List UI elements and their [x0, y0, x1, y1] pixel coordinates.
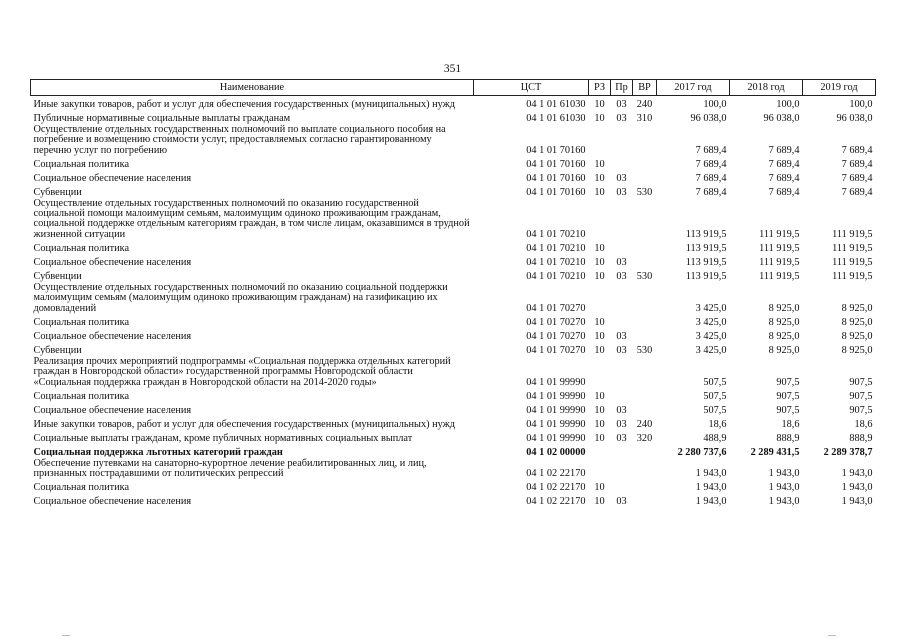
row-vr: 530: [636, 344, 653, 356]
row-2018: 907,5: [776, 404, 800, 416]
row-2018: 8 925,0: [768, 316, 800, 328]
row-cst: 04 1 01 70270: [526, 302, 586, 314]
row-2017: 3 425,0: [695, 330, 727, 342]
row-2019: 18,6: [854, 418, 873, 430]
row-pr: [611, 479, 633, 493]
table-row: [31, 416, 876, 430]
row-2018: 2 289 431,5: [750, 446, 800, 458]
row-name: Иные закупки товаров, работ и услуг для обеспечения государственных (муниципальных) нужд: [33, 98, 456, 110]
row-pr: 03: [616, 418, 627, 430]
row-name: Социальная политика: [33, 390, 130, 402]
header-cst: ЦСТ: [474, 80, 589, 96]
row-name: Субвенции: [33, 186, 82, 198]
row-rz: 10: [594, 186, 605, 198]
row-2019: 907,5: [849, 390, 873, 402]
row-2018: 8 925,0: [768, 330, 800, 342]
row-2019: 907,5: [849, 404, 873, 416]
row-cst: 04 1 01 99990: [526, 418, 586, 430]
scan-mark: [828, 635, 836, 636]
table-row: [31, 444, 876, 458]
table-row: [31, 240, 876, 254]
row-rz: [589, 282, 611, 314]
row-rz: 10: [594, 344, 605, 356]
row-vr: 240: [636, 418, 653, 430]
table-row: [31, 314, 876, 328]
row-2018: 100,0: [776, 98, 800, 110]
table-row: [31, 254, 876, 268]
row-2017: 488,9: [703, 432, 727, 444]
row-rz: [589, 444, 611, 458]
table-row: [31, 430, 876, 444]
row-name: Обеспечение путевками на санаторно-курортное лечение реабилитированных лиц, и лиц, признанных пострадавшими от политических репрессий: [33, 457, 427, 480]
row-2018: 18,6: [781, 418, 800, 430]
row-name: Публичные нормативные социальные выплаты гражданам: [33, 112, 291, 124]
row-2019: 7 689,4: [841, 172, 873, 184]
row-rz: 10: [594, 256, 605, 268]
table-row: [31, 402, 876, 416]
row-2019: 1 943,0: [841, 496, 873, 508]
row-2018: 96 038,0: [763, 112, 800, 124]
row-2017: 113 919,5: [685, 242, 727, 254]
row-2019: 111 919,5: [832, 270, 873, 282]
row-2019: 8 925,0: [841, 330, 873, 342]
row-2019: 8 925,0: [841, 316, 873, 328]
row-2019: 8 925,0: [841, 344, 873, 356]
row-2017: 507,5: [703, 376, 727, 388]
row-pr: 03: [616, 344, 627, 356]
row-2018: 1 943,0: [768, 468, 800, 480]
row-vr: [633, 444, 657, 458]
row-cst: 04 1 01 99990: [526, 404, 586, 416]
row-name: Социальное обеспечение населения: [33, 330, 192, 342]
row-name: Социальная политика: [33, 482, 130, 494]
row-rz: [589, 458, 611, 480]
row-name: Осуществление отдельных государственных полномочий по выплате социального пособия на погребение и возмещению стоимости услуг, предоставляемых согласно гарантированному перечню услуг по погребению: [33, 124, 446, 156]
row-2019: 907,5: [849, 376, 873, 388]
row-name: Реализация прочих мероприятий подпрограммы «Социальная поддержка отдельных категорий граждан в Новгородской области» государственной программы Новгородской области «Социальная поддержка граждан в Новгородской области на 2014-2020 годы»: [33, 355, 451, 388]
row-2019: 100,0: [849, 98, 873, 110]
row-2018: 111 919,5: [759, 256, 800, 268]
row-2017: 7 689,4: [695, 158, 727, 170]
row-pr: [611, 240, 633, 254]
row-pr: [611, 388, 633, 402]
row-rz: [589, 124, 611, 156]
table-row: [31, 170, 876, 184]
row-rz: 10: [594, 482, 605, 494]
header-vr: ВР: [633, 80, 657, 96]
row-vr: 320: [636, 432, 653, 444]
row-cst: 04 1 01 70270: [526, 344, 586, 356]
table-row: [31, 479, 876, 493]
table-row: [31, 388, 876, 402]
row-2017: 3 425,0: [695, 302, 727, 314]
table-row: [31, 96, 876, 111]
row-2019: 111 919,5: [832, 256, 873, 268]
header-2017: 2017 год: [657, 80, 730, 96]
header-name: Наименование: [31, 80, 474, 96]
table-row: [31, 110, 876, 124]
row-name: Социальное обеспечение населения: [33, 404, 192, 416]
row-2017: 100,0: [703, 98, 727, 110]
row-name: Субвенции: [33, 270, 82, 282]
row-rz: 10: [594, 158, 605, 170]
row-rz: 10: [594, 496, 605, 508]
header-2019: 2019 год: [803, 80, 876, 96]
row-name: Социальное обеспечение населения: [33, 256, 192, 268]
row-vr: [633, 240, 657, 254]
row-cst: 04 1 01 70270: [526, 316, 586, 328]
table-row: [31, 184, 876, 198]
row-vr: [633, 156, 657, 170]
row-2017: 113 919,5: [685, 270, 727, 282]
row-vr: 530: [636, 186, 653, 198]
row-pr: 03: [616, 186, 627, 198]
row-2018: 907,5: [776, 390, 800, 402]
row-vr: [633, 328, 657, 342]
row-cst: 04 1 01 70210: [526, 242, 586, 254]
header-pr: Пр: [611, 80, 633, 96]
row-name: Осуществление отдельных государственных полномочий по оказанию социальной поддержки малоимущим семьям (малоимущим одиноко проживающим гражданам) на газификацию их домовладений: [33, 282, 448, 314]
row-2018: 888,9: [776, 432, 800, 444]
row-2019: 7 689,4: [841, 158, 873, 170]
row-pr: 03: [616, 330, 627, 342]
row-rz: 10: [594, 316, 605, 328]
row-2018: 1 943,0: [768, 496, 800, 508]
row-cst: 04 1 02 22170: [526, 496, 586, 508]
table-row: [31, 156, 876, 170]
row-2019: 96 038,0: [836, 112, 873, 124]
row-name: Осуществление отдельных государственных полномочий по оказанию государственной социальной помощи малоимущим семьям, малоимущим одиноко проживающим гражданам, социальной поддержке отдельным категориям граждан, в том числе лицам, оказавшимся в трудной жизненной ситуации: [33, 197, 470, 240]
row-2017: 507,5: [703, 404, 727, 416]
row-2017: 113 919,5: [685, 256, 727, 268]
table-body: [31, 96, 876, 508]
row-vr: [633, 402, 657, 416]
row-rz: 10: [594, 432, 605, 444]
row-name: Иные закупки товаров, работ и услуг для обеспечения государственных (муниципальных) нужд: [33, 418, 456, 430]
row-pr: [611, 314, 633, 328]
row-2018: 111 919,5: [759, 242, 800, 254]
row-cst: 04 1 01 61030: [526, 98, 586, 110]
row-vr: [633, 479, 657, 493]
row-cst: 04 1 01 70160: [526, 186, 586, 198]
row-cst: 04 1 01 70160: [526, 144, 586, 156]
row-pr: 03: [616, 404, 627, 416]
row-rz: 10: [594, 112, 605, 124]
row-cst: 04 1 01 99990: [526, 432, 586, 444]
table-row: [31, 458, 876, 480]
row-2017: 7 689,4: [695, 186, 727, 198]
row-2017: 1 943,0: [695, 468, 727, 480]
row-pr: [611, 156, 633, 170]
row-2017: 2 280 737,6: [677, 446, 727, 458]
row-cst: 04 1 01 70210: [526, 256, 586, 268]
row-2017: 1 943,0: [695, 496, 727, 508]
row-2019: 1 943,0: [841, 482, 873, 494]
row-cst: 04 1 02 22170: [526, 468, 586, 480]
row-2017: 507,5: [703, 390, 727, 402]
row-rz: 10: [594, 330, 605, 342]
row-cst: 04 1 01 70270: [526, 330, 586, 342]
row-2017: 1 943,0: [695, 482, 727, 494]
row-cst: 04 1 01 61030: [526, 112, 586, 124]
row-pr: [611, 124, 633, 156]
row-name: Социальная политика: [33, 242, 130, 254]
row-2017: 113 919,5: [685, 228, 727, 240]
row-2019: 2 289 378,7: [823, 446, 873, 458]
table-row: [31, 282, 876, 314]
row-2018: 7 689,4: [768, 144, 800, 156]
row-pr: 03: [616, 432, 627, 444]
row-vr: 530: [636, 270, 653, 282]
row-cst: 04 1 02 22170: [526, 482, 586, 494]
row-2019: 1 943,0: [841, 468, 873, 480]
row-pr: [611, 458, 633, 480]
row-name: Социальная политика: [33, 316, 130, 328]
row-rz: 10: [594, 242, 605, 254]
row-2019: 7 689,4: [841, 144, 873, 156]
table-row: [31, 356, 876, 388]
row-pr: 03: [616, 172, 627, 184]
row-vr: [633, 198, 657, 240]
row-cst: 04 1 01 99990: [526, 390, 586, 402]
row-rz: 10: [594, 172, 605, 184]
row-pr: 03: [616, 270, 627, 282]
row-2019: 111 919,5: [832, 242, 873, 254]
row-name: Субвенции: [33, 344, 82, 356]
row-vr: 310: [636, 112, 653, 124]
row-name: Социальные выплаты гражданам, кроме публичных нормативных социальных выплат: [33, 432, 413, 444]
row-vr: [633, 458, 657, 480]
row-vr: [633, 493, 657, 507]
row-2017: 18,6: [708, 418, 727, 430]
row-vr: [633, 314, 657, 328]
row-pr: [611, 356, 633, 388]
header-2018: 2018 год: [730, 80, 803, 96]
row-pr: 03: [616, 256, 627, 268]
table-header-row: [31, 80, 876, 96]
row-pr: 03: [616, 496, 627, 508]
row-2018: 111 919,5: [759, 228, 800, 240]
row-2017: 3 425,0: [695, 316, 727, 328]
row-2019: 111 919,5: [832, 228, 873, 240]
row-cst: 04 1 01 70160: [526, 172, 586, 184]
row-vr: [633, 124, 657, 156]
row-2019: 8 925,0: [841, 302, 873, 314]
row-pr: [611, 198, 633, 240]
table-row: [31, 124, 876, 156]
header-rz: РЗ: [589, 80, 611, 96]
row-rz: 10: [594, 404, 605, 416]
row-2017: 96 038,0: [690, 112, 727, 124]
row-vr: [633, 356, 657, 388]
row-name: Социальная политика: [33, 158, 130, 170]
row-name: Социальное обеспечение населения: [33, 172, 192, 184]
row-2017: 7 689,4: [695, 172, 727, 184]
row-2019: 7 689,4: [841, 186, 873, 198]
row-2018: 111 919,5: [759, 270, 800, 282]
row-2017: 3 425,0: [695, 344, 727, 356]
row-rz: [589, 356, 611, 388]
row-cst: 04 1 01 70160: [526, 158, 586, 170]
row-cst: 04 1 01 70210: [526, 270, 586, 282]
row-2018: 907,5: [776, 376, 800, 388]
row-cst: 04 1 01 99990: [526, 376, 586, 388]
row-2017: 7 689,4: [695, 144, 727, 156]
row-rz: 10: [594, 418, 605, 430]
row-vr: [633, 170, 657, 184]
row-vr: 240: [636, 98, 653, 110]
row-pr: [611, 282, 633, 314]
row-2018: 8 925,0: [768, 302, 800, 314]
row-2018: 1 943,0: [768, 482, 800, 494]
row-2018: 8 925,0: [768, 344, 800, 356]
table-row: [31, 198, 876, 240]
row-vr: [633, 388, 657, 402]
row-name: Социальное обеспечение населения: [33, 496, 192, 508]
row-2018: 7 689,4: [768, 172, 800, 184]
row-name: Социальная поддержка льготных категорий граждан: [33, 446, 283, 458]
row-2018: 7 689,4: [768, 158, 800, 170]
row-pr: 03: [616, 112, 627, 124]
row-2018: 7 689,4: [768, 186, 800, 198]
scan-mark: [62, 635, 70, 636]
row-cst: 04 1 01 70210: [526, 228, 586, 240]
row-pr: [611, 444, 633, 458]
row-2019: 888,9: [849, 432, 873, 444]
table-row: [31, 493, 876, 507]
row-vr: [633, 254, 657, 268]
table-row: [31, 328, 876, 342]
row-pr: 03: [616, 98, 627, 110]
page-number: 351: [443, 63, 462, 75]
row-rz: 10: [594, 390, 605, 402]
row-rz: [589, 198, 611, 240]
row-rz: 10: [594, 270, 605, 282]
row-cst: 04 1 02 00000: [526, 446, 586, 458]
row-vr: [633, 282, 657, 314]
table-row: [31, 268, 876, 282]
table-row: [31, 342, 876, 356]
budget-table: [30, 79, 876, 507]
row-rz: 10: [594, 98, 605, 110]
